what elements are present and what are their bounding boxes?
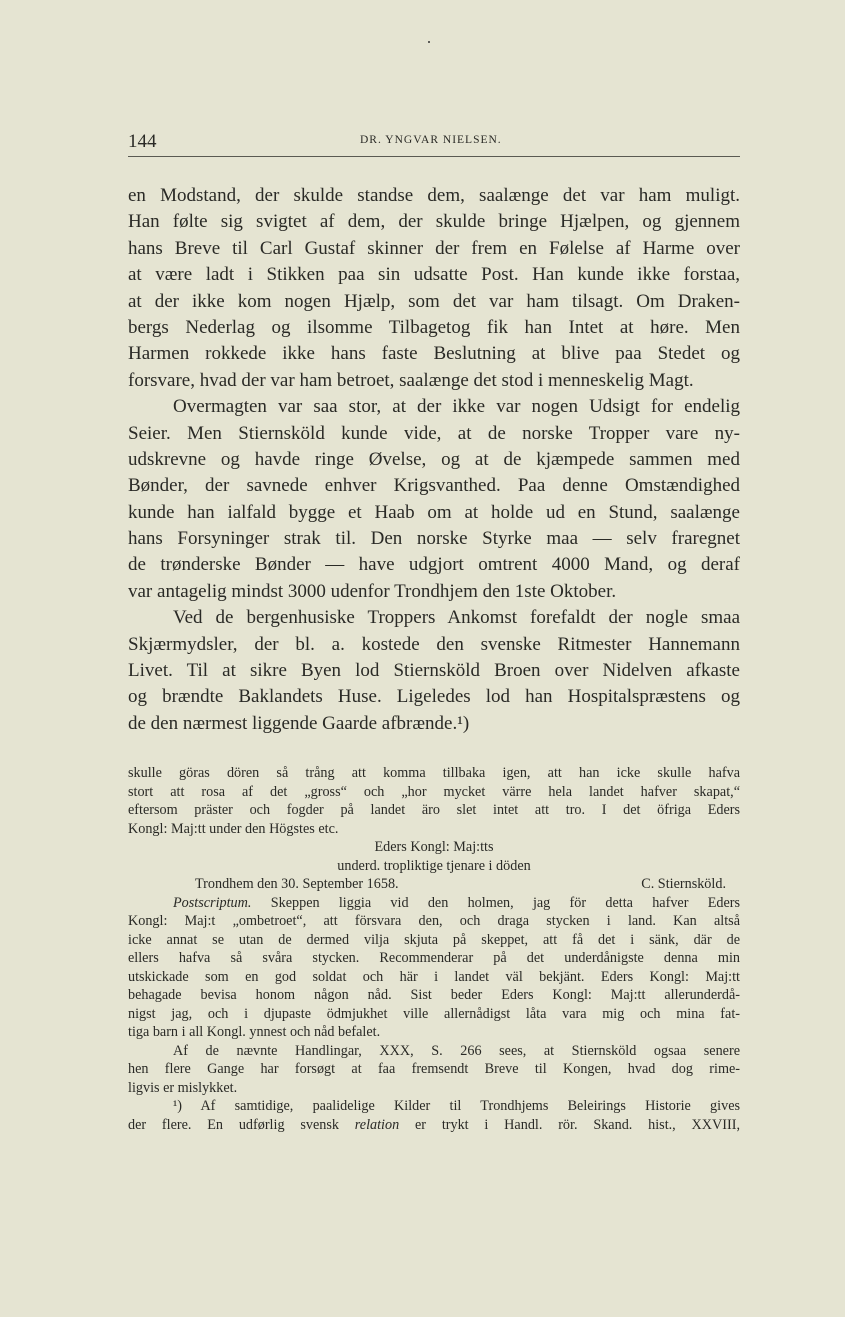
editor-note-line: Af de nævnte Handlingar, XXX, S. 266 sees, at Stiernsköld ogsaa senere [173, 1042, 740, 1059]
footnote-line [128, 1097, 740, 1116]
postscript-text: Skeppen liggia vid den holmen, jag för detta hafver Eders [270, 894, 741, 911]
text-line: de den nærmest liggende Gaarde afbrænde.¹) [128, 712, 470, 734]
editor-note-line: ligvis er mislykket. [128, 1079, 238, 1096]
postscript-line: behagade bevisa honom någon nåd. Sist beder Eders Kongl: Maj:tt allerunderdå- [128, 987, 740, 1003]
letter-closing: underd. tropliktige tjenare i döden [337, 857, 531, 874]
text-line: en Modstand, der skulde standse dem, saalænge det var ham muligt. [128, 185, 740, 206]
letter-signature [128, 875, 740, 894]
text-line: Han følte sig svigtet af dem, der skulde bringe Hjælpen, og gjennem [128, 211, 740, 233]
footnote-mark: ¹) [173, 1098, 182, 1114]
signature-place-date: Trondhem den 30. September 1658. [195, 876, 399, 892]
text-line: Skjærmydsler, der bl. a. kostede den svenske Ritmester Hannemann [128, 633, 740, 655]
running-head [128, 128, 740, 157]
text-line: hans Breve til Carl Gustaf skinner der frem en Følelse af Harme over [128, 237, 740, 259]
postscript-line: Kongl: Maj:t „ombetroet“, att försvara den, och draga stycken i land. Kan altså [128, 913, 740, 929]
text-line: bergs Nederlag og ilsomme Tilbagetog fik han Intet at høre. Men [128, 316, 740, 338]
text-line: Overmagten var saa stor, at der ikke var nogen Udsigt for endelig [173, 396, 740, 418]
letter-line: Kongl: Maj:tt under den Högstes etc. [128, 820, 339, 837]
text-line: at være ladt i Stikken paa sin udsatte Post. Han kunde ikke forstaa, [128, 264, 740, 286]
text-line: at der ikke kom nogen Hjælp, som det var ham tilsagt. Om Draken- [128, 290, 740, 312]
text-line: Harmen rokkede ikke hans faste Beslutning at blive paa Stedet og [128, 343, 740, 365]
text-line: Ved de bergenhusiske Troppers Ankomst forefaldt der nogle smaa [173, 607, 740, 629]
page-number: 144 [128, 131, 157, 152]
footnote-line [128, 1116, 740, 1135]
footnote-italic: relation [354, 1116, 400, 1133]
signature-name: C. Stiernsköld. [641, 876, 726, 892]
letter-line: stort att rosa af det „gross“ och „hor mycket värre hela landet hafver skapat,“ [128, 783, 740, 800]
postscript-label: Postscriptum. [173, 894, 252, 911]
running-title: DR. YNGVAR NIELSEN. [360, 134, 502, 146]
postscript-line: icke annat se utan de dermed vilja skjuta på skeppet, att få det i sänk, där de [128, 931, 740, 948]
footnote-text: der flere. En udførlig svensk [128, 1116, 339, 1133]
text-line: forsvare, hvad der var ham betroet, saalænge det stod i menneskelig Magt. [128, 369, 694, 391]
text-line: udskrevne og havde ringe Øvelse, og at de kjæmpede sammen med [128, 448, 740, 470]
text-line: hans Forsyninger strak til. Den norske Styrke maa — selv fraregnet [128, 528, 740, 550]
letter-closing: Eders Kongl: Maj:tts [374, 839, 494, 855]
postscript-line: ellers hafva så svåra stycken. Recommenderar på det underdånigste denna min [128, 950, 740, 966]
letter-line: skulle göras dören så trång att komma tillbaka igen, att han icke skulle hafva [128, 765, 740, 781]
text-line: Bønder, der savnede enhver Krigsvanthed. Paa denne Omstændighed [128, 475, 740, 497]
text-line: Seier. Men Stiernsköld kunde vide, at de norske Tropper vare ny- [128, 422, 740, 444]
editor-note-line: hen flere Gange har forsøgt at faa fremsendt Breve til Kongen, hvad dog rime- [128, 1061, 740, 1077]
postscript-first-line [128, 894, 740, 913]
print-speck [428, 41, 430, 43]
text-line: kunde han ialfald bygge et Haab om at holde ud en Stund, saalænge [128, 501, 740, 523]
postscript-line: tiga barn i all Kongl. ynnest och nåd befalet. [128, 1024, 381, 1040]
main-text [128, 183, 740, 737]
text-line: Livet. Til at sikre Byen lod Stiernsköld Broen over Nidelven afkaste [128, 660, 740, 682]
footnote-text: er trykt i Handl. rör. Skand. hist., XXVIII, [415, 1116, 740, 1133]
letter-line: eftersom präster och fogder på landet äro slet intet att tro. I det öfriga Eders [128, 802, 740, 818]
footnotes [128, 764, 740, 1134]
text-line: og brændte Baklandets Huse. Ligeledes lod han Hospitalspræstens og [128, 686, 740, 708]
postscript-line: nigst jag, och i djupaste ödmjukhet ville allernådigst låta vara mig och mina fat- [128, 1005, 740, 1022]
text-line: var antagelig mindst 3000 udenfor Trondhjem den 1ste Oktober. [128, 580, 617, 602]
postscript-line: utskickade som en god soldat och här i landet väl bekjänt. Eders Kongl: Maj:tt [128, 968, 740, 985]
text-line: de trønderske Bønder — have udgjort omtrent 4000 Mand, og deraf [128, 554, 740, 576]
footnote-text: Af samtidige, paalidelige Kilder til Trondhjems Beleirings Historie gives [200, 1098, 741, 1114]
